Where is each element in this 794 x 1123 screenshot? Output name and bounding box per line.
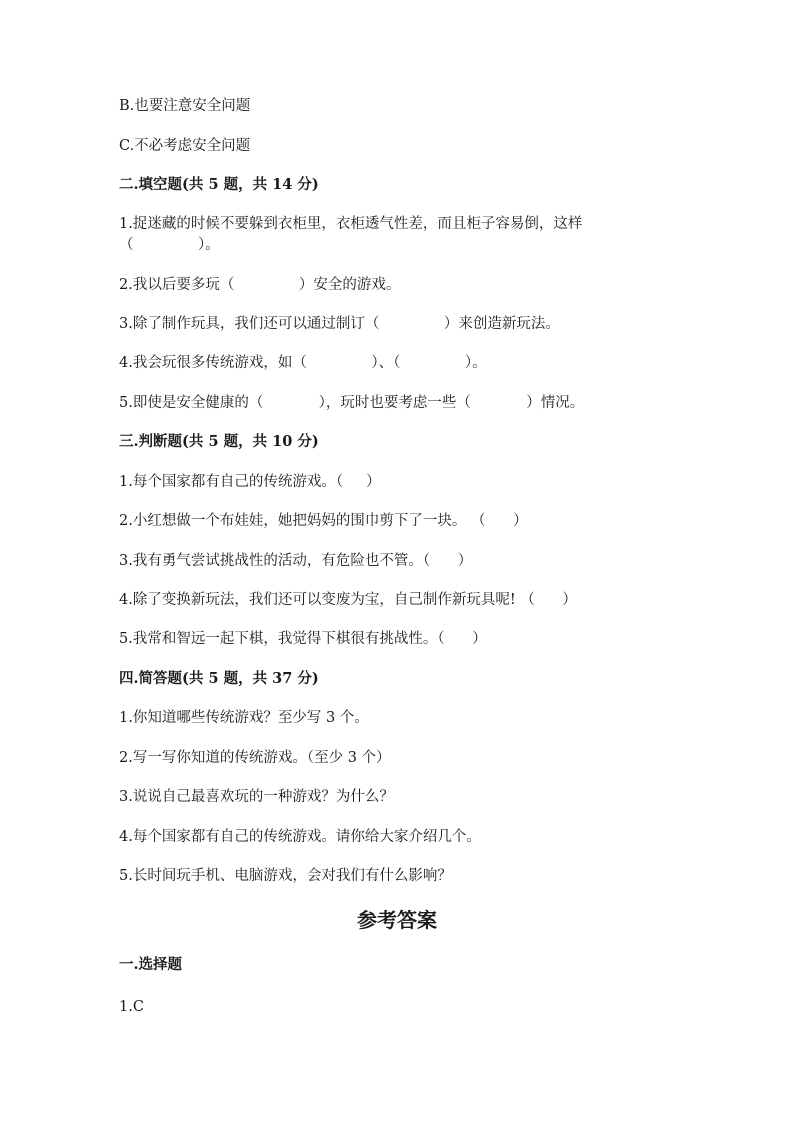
short-answer-5: 5.长时间玩手机、电脑游戏，会对我们有什么影响？ (119, 868, 452, 884)
section-heading-fill-blank: 二.填空题(共 5 题，共 14 分) (119, 176, 319, 193)
fill-blank-1-line-2: （ ）。 (119, 237, 220, 253)
section-heading-short-answer: 四.简答题(共 5 题，共 37 分) (119, 670, 319, 687)
section-heading-true-false: 三.判断题(共 5 题，共 10 分) (119, 433, 319, 450)
short-answer-1: 1.你知道哪些传统游戏？至少写 3 个。 (119, 710, 369, 726)
fill-blank-4: 4.我会玩很多传统游戏，如（ ）、（ ）。 (119, 355, 487, 371)
answer-section-heading: 一.选择题 (119, 956, 183, 973)
option-c: C.不必考虑安全问题 (119, 138, 251, 154)
short-answer-3: 3.说说自己最喜欢玩的一种游戏？为什么？ (119, 789, 394, 805)
true-false-2: 2.小红想做一个布娃娃，她把妈妈的围巾剪下了一块。 （ ） (119, 513, 528, 529)
answer-key-title: 参考答案 (357, 908, 437, 932)
short-answer-2: 2.写一写你知道的传统游戏。（至少 3 个） (119, 750, 391, 766)
short-answer-4: 4.每个国家都有自己的传统游戏。请你给大家介绍几个。 (119, 829, 481, 845)
fill-blank-3: 3.除了制作玩具，我们还可以通过制订（ ）来创造新玩法。 (119, 316, 560, 332)
fill-blank-5: 5.即使是安全健康的（ ），玩时也要考虑一些（ ）情况。 (119, 395, 585, 411)
true-false-3: 3.我有勇气尝试挑战性的活动，有危险也不管。（ ） (119, 553, 473, 569)
true-false-5: 5.我常和智远一起下棋，我觉得下棋很有挑战性。（ ） (119, 631, 487, 647)
fill-blank-2: 2.我以后要多玩（ ）安全的游戏。 (119, 277, 401, 293)
option-b: B.也要注意安全问题 (119, 98, 251, 114)
true-false-4: 4.除了变换新玩法，我们还可以变废为宝，自己制作新玩具呢! （ ） (119, 592, 577, 608)
answer-1: 1.C (119, 999, 144, 1015)
fill-blank-1-line-1: 1.捉迷藏的时候不要躲到衣柜里，衣柜透气性差，而且柜子容易倒，这样 (119, 216, 583, 232)
true-false-1: 1.每个国家都有自己的传统游戏。（ ） (119, 474, 381, 490)
